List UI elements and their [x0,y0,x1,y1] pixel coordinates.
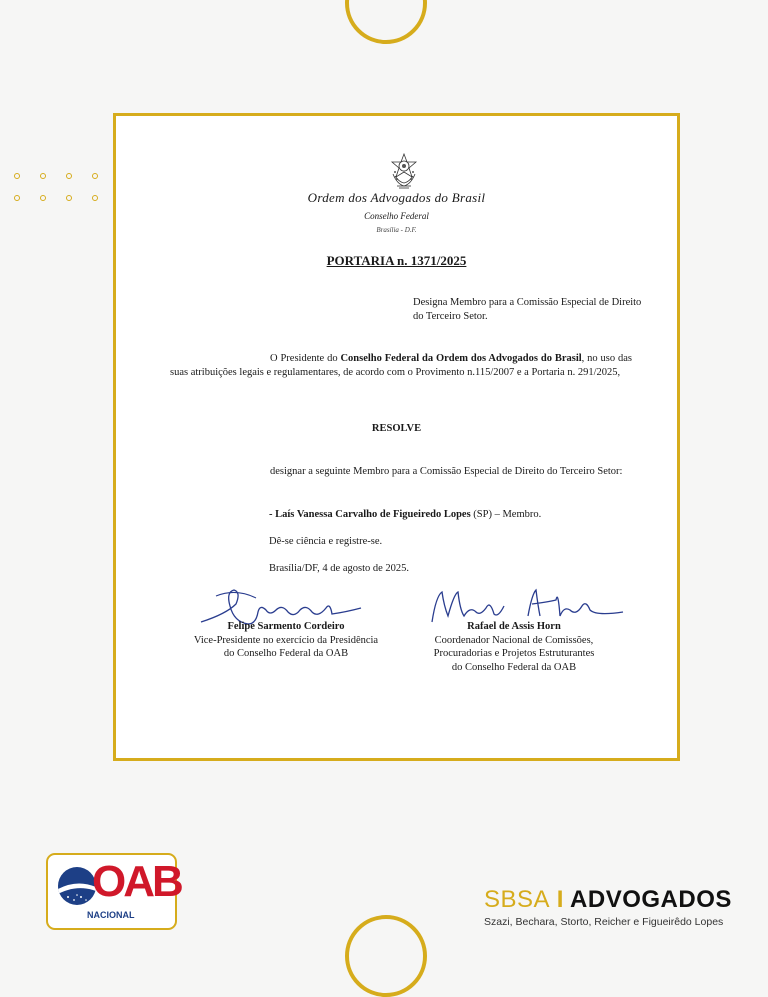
dot-icon [14,173,20,179]
member-suffix: (SP) – Membro. [470,509,542,520]
place-date: Brasília/DF, 4 de agosto de 2025. [269,563,410,574]
firm-advogados: ADVOGADOS [570,886,732,913]
signatory-name: Rafael de Assis Horn [467,621,561,632]
designar-paragraph [170,464,632,479]
org-location: Brasília - D.F. [376,226,417,234]
dot-icon [92,173,98,179]
globe-icon [58,867,96,905]
document-frame [113,113,680,761]
signatory-role-line: do Conselho Federal da OAB [451,661,577,673]
document-ementa: Designa Membro para a Comissão Especial de Direito do Terceiro Setor. [413,297,642,322]
oab-nacional-logo [46,853,181,930]
signatory-role-line: do Conselho Federal da OAB [223,648,349,659]
oab-letters: OAB [92,857,181,906]
document-title: PORTARIA n. 1371/2025 [326,253,467,268]
closing-line: Dê-se ciência e registre-se. [269,536,383,547]
portaria-document [116,116,677,758]
signatory-role-line: Procuradorias e Projetos Estruturantes [433,648,595,659]
org-council: Conselho Federal [364,211,429,221]
preamble-intro: O Presidente do [270,353,341,364]
signatory-role-line: Coordenador Nacional de Comissões, [434,634,594,646]
preamble-paragraph [170,352,632,380]
member-name: - Laís Vanessa Carvalho de Figueiredo Lopes [269,509,471,520]
signatory-role-line: Vice-Presidente no exercício da Presidência [193,634,379,646]
preamble-rest: , no uso das suas atribuições legais e regulamentares, de acordo com o Provimento n.115/2007 e a Portaria n. 291/2025, [170,353,632,378]
decorative-ring-top-icon [345,0,427,44]
signatory-name: Felipe Sarmento Cordeiro [227,621,345,632]
signatory-rafael [394,620,634,674]
org-name: Ordem dos Advogados do Brasil [307,190,486,205]
preamble-org: Conselho Federal da Ordem dos Advogados do Brasil [340,353,582,364]
firm-partners: Szazi, Bechara, Storto, Reicher e Figueirêdo Lopes [484,916,724,928]
signatory-felipe [156,620,416,661]
dot-icon [66,195,72,201]
dot-icon [40,195,46,201]
dot-icon [66,173,72,179]
brazil-coat-of-arms-icon [389,152,419,190]
member-line [269,509,541,520]
resolve-heading: RESOLVE [371,423,422,434]
dot-icon [92,195,98,201]
designar-text: designar a seguinte Membro para a Comissão Especial de Direito do Terceiro Setor: [270,466,623,477]
oab-caption: NACIONAL [87,910,135,920]
firm-separator: I [556,886,564,913]
decorative-ring-bottom-icon [345,915,427,997]
sbsa-advogados-logo [484,887,732,928]
dot-icon [14,195,20,201]
firm-sbsa: SBSA [484,886,551,913]
dot-icon [40,173,46,179]
